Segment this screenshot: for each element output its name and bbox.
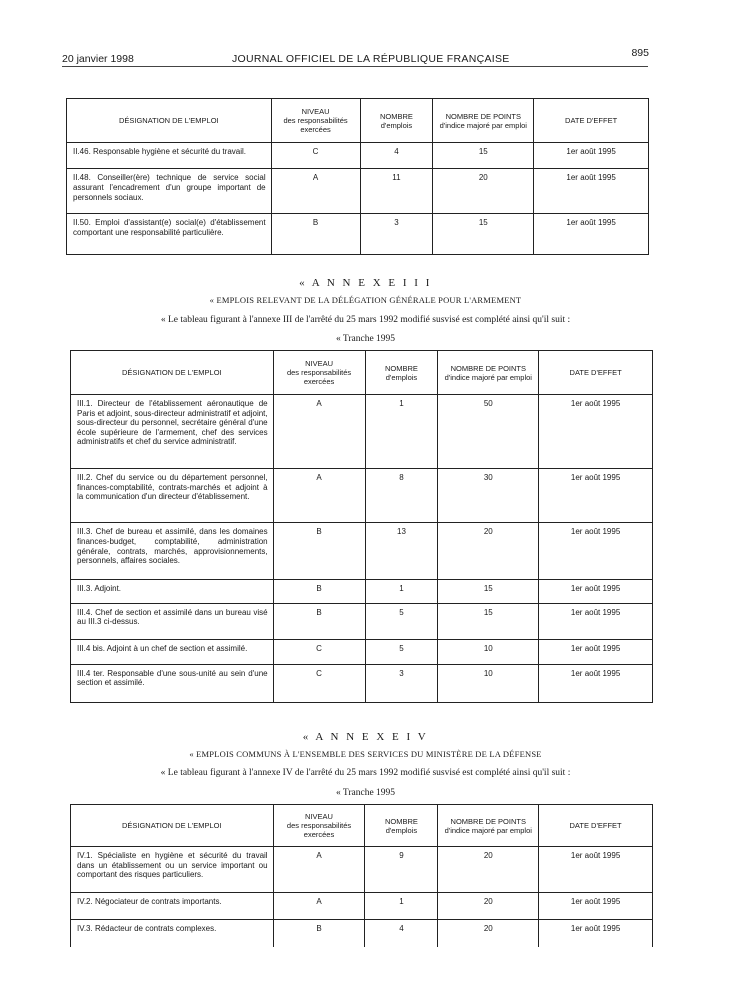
cell-niveau: B bbox=[273, 920, 365, 947]
col-nombre: NOMBRE d'emplois bbox=[365, 351, 438, 395]
cell-date: 1er août 1995 bbox=[539, 847, 653, 893]
table-row bbox=[71, 395, 653, 469]
cell-date: 1er août 1995 bbox=[534, 169, 649, 214]
cell-date: 1er août 1995 bbox=[534, 214, 649, 255]
col-date: DATE D'EFFET bbox=[539, 351, 653, 395]
cell-nombre: 5 bbox=[365, 603, 438, 639]
col-date: DATE D'EFFET bbox=[534, 99, 649, 143]
annex3-title: « A N N E X E I I I bbox=[299, 277, 432, 289]
cell-designation: IV.1. Spécialiste en hygiène et sécurité du travail dans un établissement ou un service important ou comportant des risques particuliers. bbox=[71, 847, 274, 893]
annex4-tranche: « Tranche 1995 bbox=[335, 788, 396, 798]
table-row bbox=[67, 143, 649, 169]
cell-designation: III.1. Directeur de l'établissement aéronautique de Paris et adjoint, sous-directeur administratif et adjoint, sous-directeur du personnel, secrétaire général d'une école supérieure de l'armement, chef des services administratifs et chef du service administratif. bbox=[71, 395, 274, 469]
cell-niveau: C bbox=[271, 143, 360, 169]
cell-niveau: A bbox=[273, 469, 365, 523]
cell-niveau: B bbox=[273, 523, 365, 579]
cell-niveau: C bbox=[273, 639, 365, 664]
annex4-title: « A N N E X E I V bbox=[302, 731, 429, 743]
cell-points: 15 bbox=[438, 579, 539, 603]
cell-points: 20 bbox=[438, 847, 539, 893]
col-nombre: NOMBRE d'emplois bbox=[360, 99, 433, 143]
cell-date: 1er août 1995 bbox=[534, 143, 649, 169]
cell-designation: IV.2. Négociateur de contrats importants. bbox=[71, 893, 274, 920]
table-annex4 bbox=[70, 804, 653, 947]
journal-title: JOURNAL OFFICIEL DE LA RÉPUBLIQUE FRANÇAISE bbox=[232, 53, 510, 65]
cell-date: 1er août 1995 bbox=[539, 395, 653, 469]
cell-points: 20 bbox=[438, 920, 539, 947]
cell-nombre: 9 bbox=[365, 847, 438, 893]
table-annex3 bbox=[70, 350, 653, 703]
table-row bbox=[71, 603, 653, 639]
cell-nombre: 5 bbox=[365, 639, 438, 664]
cell-designation: III.3. Adjoint. bbox=[71, 579, 274, 603]
cell-niveau: B bbox=[273, 579, 365, 603]
cell-nombre: 1 bbox=[365, 395, 438, 469]
col-designation: DÉSIGNATION DE L'EMPLOI bbox=[71, 351, 274, 395]
cell-designation: III.4. Chef de section et assimilé dans un bureau visé au III.3 ci-dessus. bbox=[71, 603, 274, 639]
cell-date: 1er août 1995 bbox=[539, 469, 653, 523]
cell-points: 30 bbox=[438, 469, 539, 523]
header-rule bbox=[62, 66, 648, 67]
cell-date: 1er août 1995 bbox=[539, 579, 653, 603]
cell-points: 10 bbox=[438, 639, 539, 664]
table-row bbox=[71, 664, 653, 702]
cell-niveau: A bbox=[271, 169, 360, 214]
table-row bbox=[71, 579, 653, 603]
table-row bbox=[71, 920, 653, 947]
col-points: NOMBRE DE POINTS d'indice majoré par emploi bbox=[433, 99, 534, 143]
cell-nombre: 3 bbox=[360, 214, 433, 255]
cell-niveau: B bbox=[273, 603, 365, 639]
cell-points: 15 bbox=[438, 603, 539, 639]
cell-niveau: A bbox=[273, 847, 365, 893]
cell-date: 1er août 1995 bbox=[539, 523, 653, 579]
col-designation: DÉSIGNATION DE L'EMPLOI bbox=[67, 99, 272, 143]
cell-niveau: A bbox=[273, 893, 365, 920]
table-row bbox=[71, 639, 653, 664]
cell-points: 10 bbox=[438, 664, 539, 702]
annex3-subtitle: « EMPLOIS RELEVANT DE LA DÉLÉGATION GÉNÉRALE POUR L'ARMEMENT bbox=[209, 295, 522, 305]
col-points: NOMBRE DE POINTS d'indice majoré par emploi bbox=[438, 805, 539, 847]
cell-points: 15 bbox=[433, 214, 534, 255]
table-row bbox=[71, 523, 653, 579]
cell-date: 1er août 1995 bbox=[539, 920, 653, 947]
cell-nombre: 3 bbox=[365, 664, 438, 702]
col-designation: DÉSIGNATION DE L'EMPLOI bbox=[71, 805, 274, 847]
cell-niveau: C bbox=[273, 664, 365, 702]
annex3-intro: « Le tableau figurant à l'annexe III de l'arrêté du 25 mars 1992 modifié susvisé est complété ainsi qu'il suit : bbox=[160, 315, 571, 325]
cell-designation: III.4 ter. Responsable d'une sous-unité au sein d'une section et assimilé. bbox=[77, 668, 268, 688]
cell-designation: IV.3. Rédacteur de contrats complexes. bbox=[77, 924, 217, 933]
annex4-subtitle: « EMPLOIS COMMUNS À L'ENSEMBLE DES SERVICES DU MINISTÈRE DE LA DÉFENSE bbox=[189, 749, 542, 759]
cell-points: 20 bbox=[438, 523, 539, 579]
cell-nombre: 4 bbox=[360, 143, 433, 169]
cell-points: 20 bbox=[433, 169, 534, 214]
table-row bbox=[67, 214, 649, 255]
cell-nombre: 11 bbox=[360, 169, 433, 214]
col-nombre: NOMBRE d'emplois bbox=[365, 805, 438, 847]
cell-niveau: A bbox=[273, 395, 365, 469]
cell-date: 1er août 1995 bbox=[539, 893, 653, 920]
issue-date: 20 janvier 1998 bbox=[62, 53, 134, 65]
page-number: 895 bbox=[631, 47, 649, 59]
cell-nombre: 1 bbox=[365, 579, 438, 603]
col-niveau: NIVEAU des responsabilités exercées bbox=[273, 351, 365, 395]
cell-nombre: 4 bbox=[365, 920, 438, 947]
cell-designation: III.3. Chef de bureau et assimilé, dans les domaines finances-budget, comptabilité, administration générale, contrats, marchés, approvisionnements, personnels, affaires sociales. bbox=[71, 523, 274, 579]
col-niveau: NIVEAU des responsabilités exercées bbox=[271, 99, 360, 143]
cell-nombre: 8 bbox=[365, 469, 438, 523]
cell-date: 1er août 1995 bbox=[539, 603, 653, 639]
cell-designation: III.2. Chef du service ou du département personnel, finances-comptabilité, contrats-marchés et adjoint à la communication d'un directeur d'établissement. bbox=[71, 469, 274, 523]
cell-points: 50 bbox=[438, 395, 539, 469]
annex4-intro: « Le tableau figurant à l'annexe IV de l'arrêté du 25 mars 1992 modifié susvisé est complété ainsi qu'il suit : bbox=[160, 768, 571, 778]
cell-designation: II.46. Responsable hygiène et sécurité du travail. bbox=[67, 143, 272, 169]
cell-designation: III.4 bis. Adjoint à un chef de section et assimilé. bbox=[71, 639, 274, 664]
col-niveau: NIVEAU des responsabilités exercées bbox=[273, 805, 365, 847]
cell-designation: II.50. Emploi d'assistant(e) social(e) d'établissement comportant une responsabilité particulière. bbox=[73, 218, 266, 237]
cell-points: 20 bbox=[438, 893, 539, 920]
cell-points: 15 bbox=[433, 143, 534, 169]
col-points: NOMBRE DE POINTS d'indice majoré par emploi bbox=[438, 351, 539, 395]
cell-nombre: 13 bbox=[365, 523, 438, 579]
table-row bbox=[71, 469, 653, 523]
cell-date: 1er août 1995 bbox=[539, 639, 653, 664]
cell-niveau: B bbox=[271, 214, 360, 255]
table-annex2-continued bbox=[66, 98, 649, 255]
cell-date: 1er août 1995 bbox=[539, 664, 653, 702]
col-date: DATE D'EFFET bbox=[539, 805, 653, 847]
table-row bbox=[71, 893, 653, 920]
annex3-tranche: « Tranche 1995 bbox=[335, 334, 396, 344]
cell-designation: II.48. Conseiller(ère) technique de service social assurant l'encadrement d'un groupe important de personnels sociaux. bbox=[67, 169, 272, 214]
cell-nombre: 1 bbox=[365, 893, 438, 920]
table-row bbox=[67, 169, 649, 214]
table-row bbox=[71, 847, 653, 893]
page-header bbox=[62, 47, 649, 67]
